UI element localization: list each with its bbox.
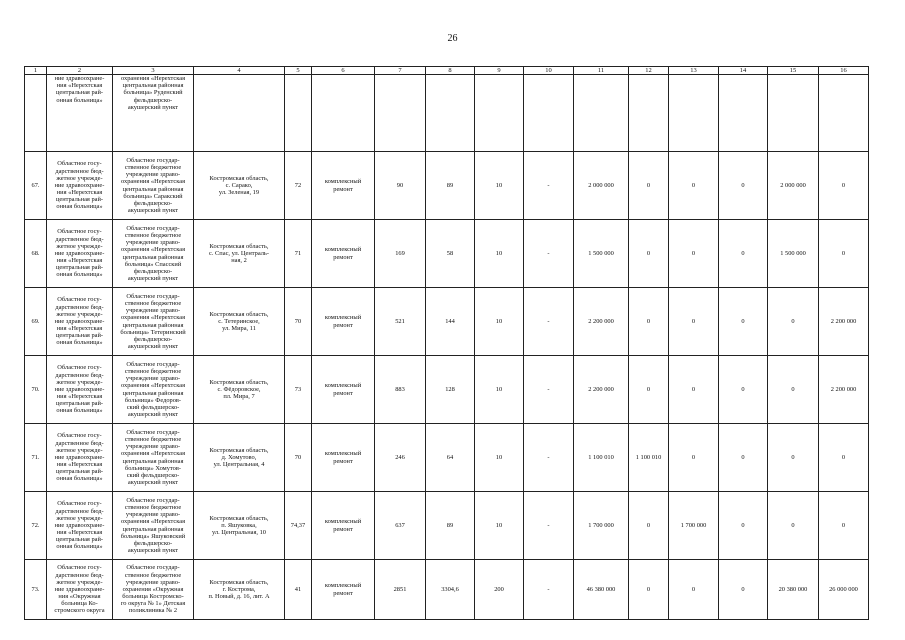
funding-cell: 0 [629, 560, 669, 620]
area-cell: 71 [285, 220, 312, 288]
facility-cell: Областное государ- ственное бюджетное учреждение здраво- охранения «Окружная больница Костромско- го округа № 1» Детская поликлиника № 2 [113, 560, 194, 620]
empty-cell [719, 75, 768, 152]
work-type-cell: комплексный ремонт [312, 560, 375, 620]
funding-cell: 2 200 000 [819, 356, 869, 424]
column-header: 13 [669, 67, 719, 75]
column-header: 7 [375, 67, 426, 75]
column-header: 14 [719, 67, 768, 75]
funding-cell: 0 [819, 424, 869, 492]
column-header: 12 [629, 67, 669, 75]
facility-cell: Областное государ- ственное бюджетное учреждение здраво- охранения «Нерехтская центральная районная больница» Федоров- ский фельдшерско- акушерский пункт [113, 356, 194, 424]
address-cell: Костромская область, г. Кострома, п. Новый, д. 16, лит. А [194, 560, 285, 620]
funding-cell: 0 [819, 152, 869, 220]
owner-cell: Областное госу- дарственное бюд- жетное учрежде- ние здравоохране- ния «Нерехтская центральная рай- онная больница» [47, 492, 113, 560]
value-cell: 2851 [375, 560, 426, 620]
value-cell: 200 [475, 560, 524, 620]
value-cell: - [524, 288, 574, 356]
funding-cell: 0 [768, 288, 819, 356]
owner-cell: Областное госу- дарственное бюд- жетное учрежде- ние здравоохране- ния «Нерехтская центральная рай- онная больница» [47, 288, 113, 356]
table-row [25, 356, 869, 424]
table-row [25, 220, 869, 288]
continuation-row [25, 75, 869, 152]
empty-cell [669, 75, 719, 152]
funding-cell: 1 500 000 [768, 220, 819, 288]
value-cell: - [524, 492, 574, 560]
column-header: 10 [524, 67, 574, 75]
value-cell: 58 [426, 220, 475, 288]
work-type-cell: комплексный ремонт [312, 220, 375, 288]
column-header: 2 [47, 67, 113, 75]
owner-cell: ние здравоохране- ния «Нерехтская центральная рай- онная больница» [47, 75, 113, 152]
value-cell: 883 [375, 356, 426, 424]
value-cell: 144 [426, 288, 475, 356]
value-cell: 89 [426, 492, 475, 560]
value-cell: - [524, 152, 574, 220]
value-cell: 169 [375, 220, 426, 288]
address-cell: Костромская область, с. Тетеринское, ул. Мира, 11 [194, 288, 285, 356]
facility-cell: Областное государ- ственное бюджетное учреждение здраво- охранения «Нерехтская центральная районная больница» Спасский фельдшерско- акушерский пункт [113, 220, 194, 288]
value-cell: 246 [375, 424, 426, 492]
value-cell: 10 [475, 288, 524, 356]
work-type-cell: комплексный ремонт [312, 356, 375, 424]
row-number-cell: 70. [25, 356, 47, 424]
empty-cell [629, 75, 669, 152]
work-type-cell: комплексный ремонт [312, 492, 375, 560]
total-cost-cell: 2 200 000 [574, 356, 629, 424]
address-cell: Костромская область, п. Яшуковка, ул. Центральная, 10 [194, 492, 285, 560]
address-cell: Костромская область, с. Фёдоровское, пл. Мира, 7 [194, 356, 285, 424]
facility-cell: Областное государ- ственное бюджетное учреждение здраво- охранения «Нерехтская центральная районная больница» Яшуковский фельдшерско- акушерский пункт [113, 492, 194, 560]
empty-cell [25, 75, 47, 152]
column-header: 6 [312, 67, 375, 75]
funding-cell: 0 [719, 220, 768, 288]
column-header: 8 [426, 67, 475, 75]
value-cell: 521 [375, 288, 426, 356]
funding-cell: 0 [719, 152, 768, 220]
area-cell: 74,37 [285, 492, 312, 560]
column-header: 5 [285, 67, 312, 75]
row-number-cell: 72. [25, 492, 47, 560]
funding-cell: 0 [629, 152, 669, 220]
empty-cell [375, 75, 426, 152]
repair-program-table [24, 66, 869, 620]
facility-cell: Областное государ- ственное бюджетное учреждение здраво- охранения «Нерехтская центральная районная больница» Хомутов- ский фельдшерско- акушерский пункт [113, 424, 194, 492]
funding-cell: 0 [719, 492, 768, 560]
funding-cell: 26 000 000 [819, 560, 869, 620]
empty-cell [475, 75, 524, 152]
funding-cell: 0 [669, 424, 719, 492]
funding-cell: 0 [768, 492, 819, 560]
funding-cell: 2 000 000 [768, 152, 819, 220]
row-number-cell: 67. [25, 152, 47, 220]
empty-cell [426, 75, 475, 152]
facility-cell: Областное государ- ственное бюджетное учреждение здраво- охранения «Нерехтская центральная районная больница» Тетеринский фельдшерско- акушерский пункт [113, 288, 194, 356]
empty-cell [285, 75, 312, 152]
header-row [25, 67, 869, 75]
work-type-cell: комплексный ремонт [312, 288, 375, 356]
value-cell: 10 [475, 152, 524, 220]
row-number-cell: 69. [25, 288, 47, 356]
facility-cell: охранения «Нерехтская центральная районная больница» Руденский фельдшерско- акушерский пункт [113, 75, 194, 152]
total-cost-cell: 1 100 010 [574, 424, 629, 492]
column-header: 16 [819, 67, 869, 75]
column-header: 3 [113, 67, 194, 75]
value-cell: - [524, 220, 574, 288]
funding-cell: 0 [669, 152, 719, 220]
table-row [25, 288, 869, 356]
funding-cell: 2 200 000 [819, 288, 869, 356]
column-header: 15 [768, 67, 819, 75]
empty-cell [312, 75, 375, 152]
funding-cell: 0 [629, 356, 669, 424]
facility-cell: Областное государ- ственное бюджетное учреждение здраво- охранения «Нерехтская центральная районная больница» Саракский фельдшерско- акушерский пункт [113, 152, 194, 220]
empty-cell [194, 75, 285, 152]
funding-cell: 0 [629, 492, 669, 560]
funding-cell: 0 [719, 288, 768, 356]
value-cell: - [524, 356, 574, 424]
total-cost-cell: 46 380 000 [574, 560, 629, 620]
value-cell: 64 [426, 424, 475, 492]
owner-cell: Областное госу- дарственное бюд- жетное учрежде- ние здравоохране- ния «Нерехтская центральная рай- онная больница» [47, 424, 113, 492]
funding-cell: 20 380 000 [768, 560, 819, 620]
value-cell: 3304,6 [426, 560, 475, 620]
column-header: 1 [25, 67, 47, 75]
value-cell: 90 [375, 152, 426, 220]
address-cell: Костромская область, с. Сарако, ул. Зеленая, 19 [194, 152, 285, 220]
address-cell: Костромская область, с. Спас, ул. Централь- ная, 2 [194, 220, 285, 288]
area-cell: 73 [285, 356, 312, 424]
empty-cell [819, 75, 869, 152]
funding-cell: 0 [768, 424, 819, 492]
owner-cell: Областное госу- дарственное бюд- жетное учрежде- ние здравоохране- ния «Нерехтская центральная рай- онная больница» [47, 356, 113, 424]
value-cell: 89 [426, 152, 475, 220]
address-cell: Костромская область, д. Хомутово, ул. Центральная, 4 [194, 424, 285, 492]
table-row [25, 560, 869, 620]
value-cell: - [524, 424, 574, 492]
work-type-cell: комплексный ремонт [312, 424, 375, 492]
funding-cell: 0 [719, 356, 768, 424]
funding-cell: 0 [819, 492, 869, 560]
value-cell: 10 [475, 492, 524, 560]
area-cell: 72 [285, 152, 312, 220]
table-row [25, 152, 869, 220]
funding-cell: 0 [669, 288, 719, 356]
column-header: 4 [194, 67, 285, 75]
work-type-cell: комплексный ремонт [312, 152, 375, 220]
empty-cell [524, 75, 574, 152]
area-cell: 70 [285, 288, 312, 356]
area-cell: 41 [285, 560, 312, 620]
empty-cell [574, 75, 629, 152]
funding-cell: 0 [719, 424, 768, 492]
funding-cell: 0 [669, 560, 719, 620]
funding-cell: 0 [629, 288, 669, 356]
funding-cell: 1 700 000 [669, 492, 719, 560]
owner-cell: Областное госу- дарственное бюд- жетное учрежде- ние здравоохране- ния «Нерехтская центральная рай- онная больница» [47, 152, 113, 220]
table-row [25, 492, 869, 560]
page-number: 26 [447, 33, 458, 44]
row-number-cell: 71. [25, 424, 47, 492]
owner-cell: Областное госу- дарственное бюд- жетное учрежде- ние здравоохране- ния «Нерехтская центральная рай- онная больница» [47, 220, 113, 288]
value-cell: - [524, 560, 574, 620]
funding-cell: 0 [669, 220, 719, 288]
value-cell: 128 [426, 356, 475, 424]
value-cell: 637 [375, 492, 426, 560]
value-cell: 10 [475, 424, 524, 492]
total-cost-cell: 1 500 000 [574, 220, 629, 288]
total-cost-cell: 2 000 000 [574, 152, 629, 220]
row-number-cell: 68. [25, 220, 47, 288]
funding-cell: 0 [768, 356, 819, 424]
funding-cell: 0 [669, 356, 719, 424]
funding-cell: 0 [819, 220, 869, 288]
funding-cell: 0 [629, 220, 669, 288]
column-header: 11 [574, 67, 629, 75]
empty-cell [768, 75, 819, 152]
owner-cell: Областное госу- дарственное бюд- жетное учрежде- ние здравоохране- ния «Окружная больница Ко- стромского округа [47, 560, 113, 620]
funding-cell: 1 100 010 [629, 424, 669, 492]
funding-cell: 0 [719, 560, 768, 620]
value-cell: 10 [475, 356, 524, 424]
table-row [25, 424, 869, 492]
value-cell: 10 [475, 220, 524, 288]
row-number-cell: 73. [25, 560, 47, 620]
total-cost-cell: 2 200 000 [574, 288, 629, 356]
area-cell: 70 [285, 424, 312, 492]
column-header: 9 [475, 67, 524, 75]
total-cost-cell: 1 700 000 [574, 492, 629, 560]
